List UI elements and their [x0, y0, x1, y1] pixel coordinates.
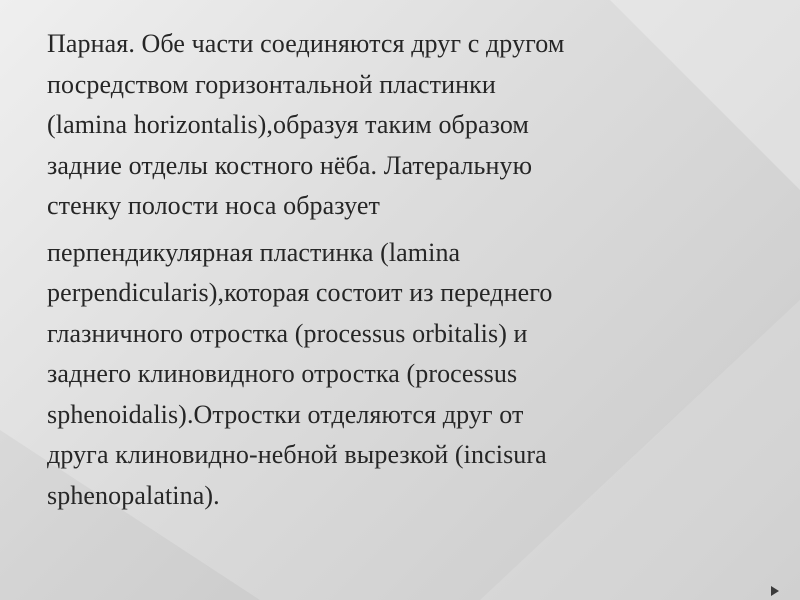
paragraph-2: перпендикулярная пластинка (lamina perpendicularis),которая состоит из переднего глазничного отростка (processus orbitalis) и заднего клиновидного отростка (processus sphenoidalis).Отростки отделяются друг от друга клиновидно-небной вырезкой (incisura sphenopalatina). [47, 237, 553, 510]
body-text [47, 24, 767, 516]
paragraph-1: Парная. Обе части соединяются друг с другом посредством горизонтальной пластинки (lamina horizontalis),образуя таким образом задние отделы костного нёба. Латеральную стенку полости носа образует [47, 29, 565, 220]
